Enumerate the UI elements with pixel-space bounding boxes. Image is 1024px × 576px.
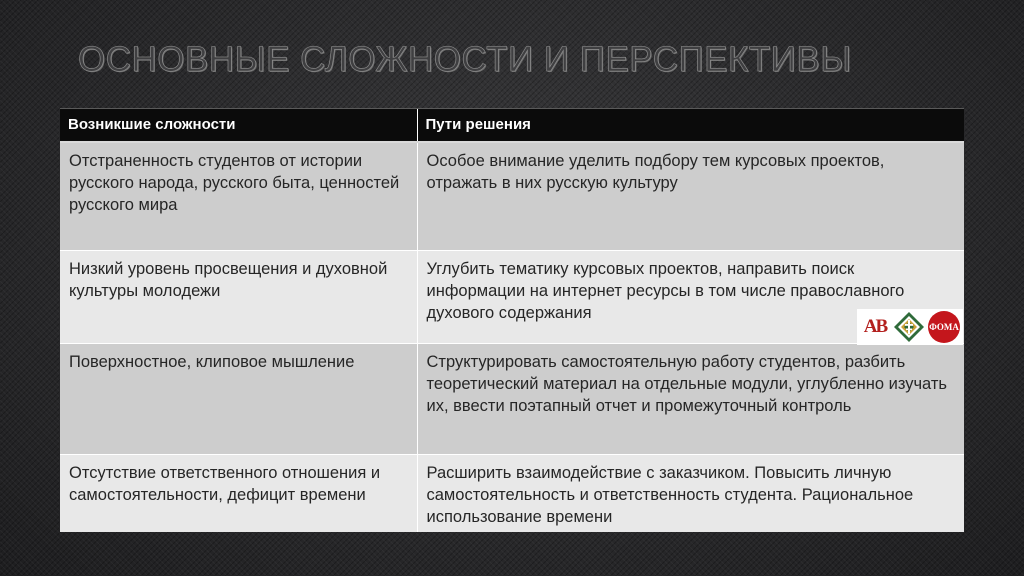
table-header-row <box>60 109 964 143</box>
problem-cell: Отстраненность студентов от истории русского народа, русского быта, ценностей русского мира <box>60 142 417 250</box>
table-row <box>60 250 964 343</box>
solution-cell: Расширить взаимодействие с заказчиком. Повысить личную самостоятельность и ответственность студента. Рациональное использование времени <box>417 454 964 532</box>
problem-cell: Низкий уровень просвещения и духовной культуры молодежи <box>60 250 417 343</box>
table-row <box>60 343 964 454</box>
table-row <box>60 454 964 532</box>
solution-cell: Структурировать самостоятельную работу студентов, разбить теоретический материал на отдельные модули, углубленно изучать их, ввести поэтапный отчет и промежуточный контроль <box>417 343 964 454</box>
logo-strip <box>857 309 963 345</box>
comparison-table-container <box>60 108 964 529</box>
av-logo: АВ <box>863 315 887 337</box>
slide-title: ОСНОВНЫЕ СЛОЖНОСТИ И ПЕРСПЕКТИВЫ <box>78 40 852 79</box>
solution-cell: Особое внимание уделить подбору тем курсовых проектов, отражать в них русскую культуру <box>417 142 964 250</box>
problem-cell: Отсутствие ответственного отношения и самостоятельности, дефицит времени <box>60 454 417 532</box>
problem-cell: Поверхностное, клиповое мышление <box>60 343 417 454</box>
table-row <box>60 142 964 250</box>
orthodox-ornament-logo <box>893 311 925 343</box>
problems-solutions-table <box>60 108 964 532</box>
solution-text: Углубить тематику курсовых проектов, направить поиск информации на интернет ресурсы в том числе православного духового содержания <box>426 259 905 322</box>
header-problems: Возникшие сложности <box>60 109 417 143</box>
header-solutions: Пути решения <box>417 109 964 143</box>
foma-logo: ФОМА <box>928 311 960 343</box>
solution-cell-with-logos <box>417 250 964 343</box>
